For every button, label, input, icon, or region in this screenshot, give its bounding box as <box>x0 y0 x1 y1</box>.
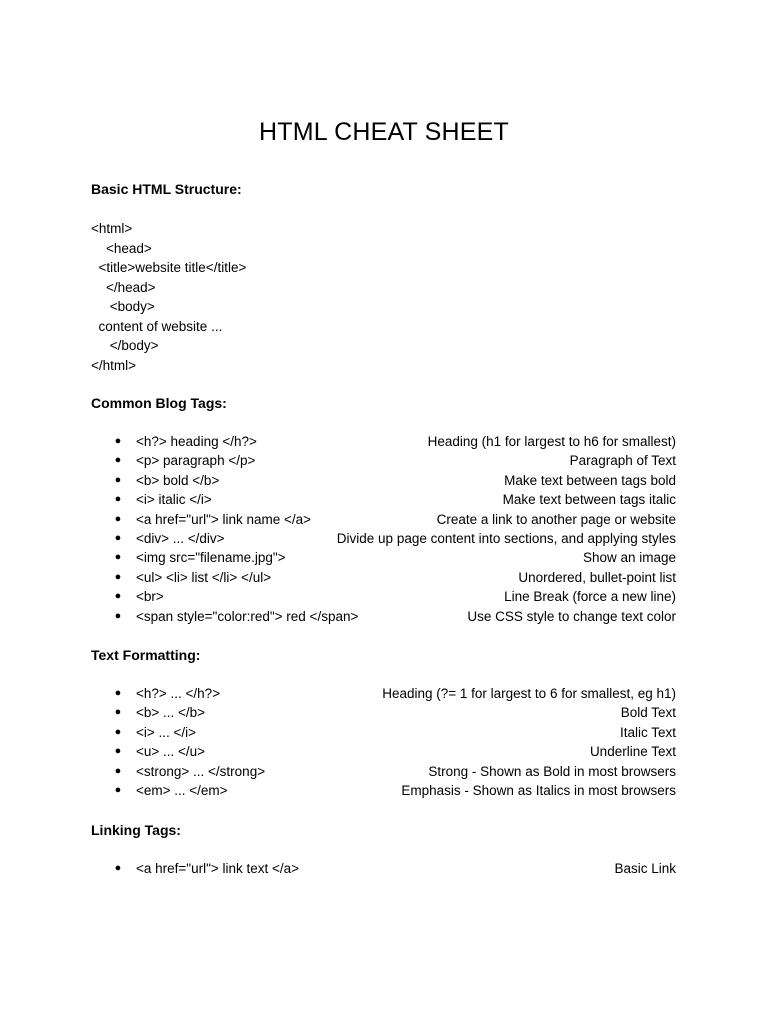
tag-code: <b> bold </b> <box>136 472 220 488</box>
bullet-icon: ● <box>114 493 122 506</box>
tag-description: Line Break (force a new line) <box>504 589 676 605</box>
tag-description: Emphasis - Shown as Italics in most browsers <box>401 782 676 798</box>
tag-code: <br> <box>136 589 164 605</box>
code-line: <body> <box>91 299 155 314</box>
bullet-icon: ● <box>114 473 122 486</box>
tag-code: <ul> <li> list </li> </ul> <box>136 569 272 585</box>
bullet-icon: ● <box>114 551 122 564</box>
blog-tags-heading: Common Blog Tags: <box>91 395 227 411</box>
list-item <box>0 762 768 781</box>
tag-description: Make text between tags bold <box>504 472 676 488</box>
tag-code: <em> ... </em> <box>136 782 228 798</box>
bullet-icon: ● <box>114 512 122 525</box>
list-item <box>0 490 768 509</box>
code-line: content of website ... <box>91 318 223 334</box>
bullet-icon: ● <box>114 609 122 622</box>
bullet-icon: ● <box>114 570 122 583</box>
tag-description: Use CSS style to change text color <box>467 608 676 624</box>
basic-structure-code <box>91 219 246 375</box>
list-item <box>0 723 768 742</box>
list-item <box>0 471 768 490</box>
text-formatting-heading: Text Formatting: <box>91 647 201 663</box>
bullet-icon: ● <box>114 454 122 467</box>
list-item <box>0 548 768 567</box>
bullet-icon: ● <box>114 725 122 738</box>
bullet-icon: ● <box>114 531 122 544</box>
tag-code: <div> ... </div> <box>136 530 225 546</box>
linking-tags-heading: Linking Tags: <box>91 822 181 838</box>
tag-code: <img src="filename.jpg"> <box>136 550 286 566</box>
tag-description: Paragraph of Text <box>569 453 676 469</box>
bullet-icon: ● <box>114 862 122 874</box>
bullet-icon: ● <box>114 687 122 699</box>
list-item <box>0 684 768 703</box>
list-item <box>0 451 768 470</box>
tag-code: <span style="color:red"> red </span> <box>136 608 359 624</box>
list-item <box>0 607 768 626</box>
bullet-icon: ● <box>114 590 122 603</box>
list-item <box>0 859 768 878</box>
tag-code: <b> ... </b> <box>136 705 206 721</box>
tag-code: <a href="url"> link text </a> <box>136 861 300 876</box>
list-item <box>0 529 768 548</box>
bullet-icon: ● <box>114 764 122 777</box>
list-item <box>0 568 768 587</box>
code-line: <title>website title</title> <box>91 260 247 275</box>
tag-description: Heading (?= 1 for largest to 6 for smallest, eg h1) <box>382 686 676 701</box>
list-item <box>0 781 768 800</box>
tag-description: Unordered, bullet-point list <box>518 569 676 585</box>
blog-tags-list <box>0 432 768 626</box>
tag-code: <h?> heading </h?> <box>136 434 257 449</box>
tag-description: Underline Text <box>589 744 676 760</box>
tag-description: Bold Text <box>620 705 676 721</box>
bullet-icon: ● <box>114 706 122 719</box>
tag-description: Make text between tags italic <box>502 492 676 508</box>
tag-description: Strong - Shown as Bold in most browsers <box>428 763 676 779</box>
tag-description: Heading (h1 for largest to h6 for smallest) <box>427 434 676 449</box>
tag-code: <p> paragraph </p> <box>136 453 256 469</box>
bullet-icon: ● <box>114 783 122 796</box>
tag-description: Divide up page content into sections, and applying styles <box>336 530 676 546</box>
tag-description: Basic Link <box>614 861 676 876</box>
code-line: </head> <box>91 279 156 295</box>
list-item <box>0 703 768 722</box>
tag-description: Create a link to another page or website <box>436 511 676 527</box>
code-line: </body> <box>91 338 159 353</box>
tag-description: Italic Text <box>619 724 676 740</box>
tag-code: <h?> ... </h?> <box>136 686 221 701</box>
tag-code: <u> ... </u> <box>136 744 206 760</box>
tag-code: <i> italic </i> <box>136 492 212 508</box>
page-title: HTML CHEAT SHEET <box>259 118 509 146</box>
bullet-icon: ● <box>114 745 122 758</box>
linking-tags-list <box>0 859 768 878</box>
tag-description: Show an image <box>582 550 676 566</box>
tag-code: <strong> ... </strong> <box>136 763 266 779</box>
code-line: <head> <box>91 240 152 256</box>
code-line: </html> <box>91 357 137 373</box>
tag-code: <a href="url"> link name </a> <box>136 511 312 527</box>
basic-structure-heading: Basic HTML Structure: <box>91 181 242 197</box>
list-item <box>0 742 768 761</box>
bullet-icon: ● <box>114 435 122 447</box>
tag-code: <i> ... </i> <box>136 724 197 740</box>
list-item <box>0 587 768 606</box>
code-line: <html> <box>91 221 133 236</box>
text-formatting-list <box>0 684 768 800</box>
list-item <box>0 432 768 451</box>
list-item <box>0 510 768 529</box>
